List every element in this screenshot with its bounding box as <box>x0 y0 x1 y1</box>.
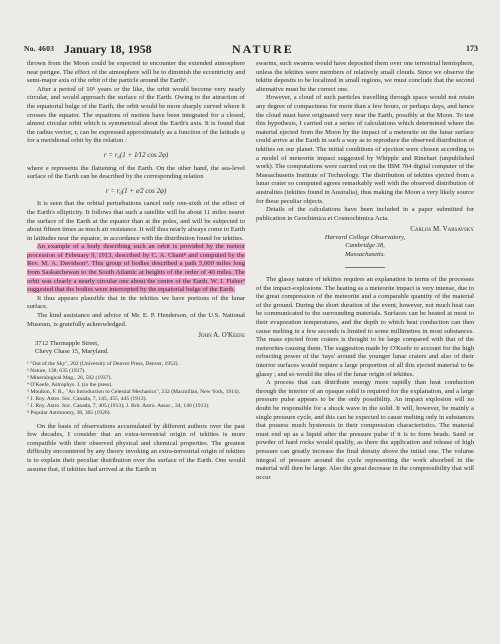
address-line: 3712 Thornapple Street, <box>35 339 99 347</box>
issue-date: January 18, 1958 <box>64 42 152 56</box>
right-paragraph-1: swarms, such swarms would have deposited them over one terrestrial hemisphere, unless the tektites were members of relatively small clouds. Since we observe the tektite deposits to be localized in small regions, we must conclude that the second alternative must be the correct one. <box>256 60 474 93</box>
left-paragraph-8: On the basis of observations accumulated by different authors over the past few decades, I consider that an extra-terrestrial origin of tektites is more compatible with their observed physical and chemical properties. The greatest difficulty encountered by any theory invoking an extra-terrestrial origin of tektites is to explain their peculiar distribution over the surface of the Earth. One would assume that, if tektites had arrived at the Earth in <box>27 422 245 473</box>
left-paragraph-7: The kind assistance and advice of Mr. E. P. Henderson, of the U.S. National Museum, is gratefully acknowledged. <box>27 312 245 328</box>
left-paragraph-1: thrown from the Moon could be expected to encounter the extended atmosphere near perigee. The effect of the atmosphere will be to diminish the eccentricity and semi-major axis of the orbit of the particle around the Earth⁶. <box>27 60 245 85</box>
right-paragraph-4: The glassy nature of tektites requires an explanation in terms of the processes of the impact-explosions. The heating as a meteorite impact is very intense, due to the great compression of the meteorite and a comparable quantity of the material of the ground. During the short duration of the event, however, not much heat can be communicated to the surrounding materials. Surfaces can be heated at most to their evaporation temperatures, and the depth to which heat conduction can then cause melting in a few seconds is limited to some millimetres in most substances. The mass ejected from craters is thought to be large compared with that of the meteorites causing them. The suggestion made by O'Keefe to account for the high refracting power of the 'rays' around the younger lunar craters and also of their interior surfaces would require a large proportion of all this ejected material to be glassy ; and so would the idea of the lunar origin of tektites. <box>256 276 474 378</box>
left-paragraph-2: After a period of 10⁵ years or the like, the orbit would become very nearly circular, and would approach the surface of the Earth. Owing to the attraction of the equatorial bulge of the Earth, the orbit would be more sharply curved where it crosses the equator. The equations of motion have been integrated for a closed, almost circular orbit which is symmetrical about the Earth's axis. It is found that the radius vector, r, can be expressed approximately as a function of the latitude φ for a meridional orbit by the relation : <box>27 85 245 145</box>
reference-item: ² Nature, 138, 635 (1937). <box>27 367 86 374</box>
left-paragraph-6: It thus appears plausible that in the tektites we have portions of the lunar surface. <box>27 294 245 311</box>
right-paragraph-3: Details of the calculations have been included in a paper submitted for publication in Geochimica et Cosmochimica Acta. <box>256 206 474 222</box>
reference-item: ⁴ O'Keefe, Astrophys. J. (in the press). <box>27 381 113 388</box>
issue-number: No. 4603 <box>24 44 55 53</box>
left-column <box>27 60 245 474</box>
right-paragraph-5: A process that can distribute energy more rapidly than heat conduction through the interior of an opaque solid is required for the explanation, and a large pressure pulse appears to be the only possibility. An impact explosion will no doubt be responsible for a shock wave in the solid. It will, however, be mainly a single pressure cycle, and this can be expected to cause melting only in substances that possess much hysteresis in their compression characteristics. The material must end up as a liquid after the pressure pulse if it is to form beads. Sand or powder of hard rocks would qualify, as there the application and release of high pressure can greatly increase the final density above the initial one. The volume integral of pressure around the cycle representing the work absorbed in the material will then be large. Also the great decrease in the compressibility that will occur <box>256 379 474 481</box>
reference-item: ³ Mineralogical Mag., 26, 502 (1937). <box>27 374 112 381</box>
page-number: 173 <box>466 44 478 53</box>
page-header <box>24 42 478 58</box>
author-signature: John A. O'Keefe <box>198 331 245 340</box>
formula-sea-level: r = r₀(1 + e⁄2 cos 2φ) <box>105 186 167 195</box>
formula-orbit: r = r₀(1 + 1⁄12 cos 2φ) <box>103 150 169 159</box>
reference-item: ⁶ J. Roy. Astro. Soc. Canada, 7, 145, 455, 445 (1913). <box>27 395 147 402</box>
author-affiliation <box>256 234 474 259</box>
left-paragraph-4: It is seen that the orbital perturbations cancel only one-sixth of the effect of the Earth's ellipticity. It follows that such a satellite will be about 11 miles nearer the surface of the Earth at the equator than at the poles, and will be subjected to about fifteen times as much air resistance. It will thus nearly always come to Earth in latitudes near the equator, in accordance with the distribution found for tektites. <box>27 200 245 242</box>
author-signature: Carlos M. Varsavsky <box>410 225 474 234</box>
affiliation-line: Cambridge 38, <box>345 242 385 250</box>
reference-item: ⁵ Moulton, F. R., "An Introduction to Celestial Mechanics", 232 (Macmillan, New York, 1914). <box>27 388 241 395</box>
left-paragraph-5-highlighted <box>27 243 245 295</box>
right-paragraph-2: However, a cloud of such particles travelling through space would not retain any degree of compactness for more than a few hours, or perhaps days, and hence the cloud must have originated very near the Earth, possibly at the Moon. To test this hypothesis, I carried out a series of calculations which determined where the material ejected from the Moon by the impact of a meteorite on the lunar surface could arrive at the Earth in such a way as to reproduce the observed distribution of tektites on our planet. The initial conditions of ejection were chosen according to a model of meteorite impact suggested by Whipple and Rinehart (unpublished work). The computations were carried out on the IBM 704 digital computer of the Massachusetts Institute of Technology. The distribution of tektites ejected from a lunar crater so computed agrees remarkably well with the observed distribution of australites (tektites found in Australia), thus making the Moon a very likely source for these peculiar objects. <box>256 94 474 205</box>
address-line: Chevy Chase 15, Maryland. <box>35 348 109 356</box>
highlighted-text: An example of a body describing such an orbit is provided by the meteor procession of February 9, 1913, described by C. A. Chant⁸ and computed by the Rev. M. A. Davidson⁹. This group of bodies described a path 5,000 miles long from Saskatchewan to the South Atlantic at heights of the order of 40 miles. The orbit was clearly a nearly circular one about the centre of the Earth. W. J. Fisher⁹ suggested that the bodies were intercepted by the equatorial bulge of the Earth. <box>27 243 245 294</box>
right-column <box>256 60 474 482</box>
reference-item: ⁷ J. Roy. Astro. Soc. Canada, 7, 405 (1913); J. Brit. Astro. Assoc., 24, 146 (1913). <box>27 402 210 409</box>
journal-title: NATURE <box>232 42 294 56</box>
affiliation-line: Harvard College Observatory, <box>324 233 406 241</box>
reference-item: ⁸ Popular Astronomy, 38, 305 (1926). <box>27 409 111 416</box>
reference-item: ¹ "Out of the Sky", 202 (University of Denver Press, Denver, 1952). <box>27 360 179 367</box>
author-address <box>35 340 245 357</box>
left-paragraph-3: where e represents the flattening of the Earth. On the other hand, the sea-level surface of the Earth can be described by the corresponding relation <box>27 164 245 181</box>
affiliation-line: Massachusetts. <box>344 250 386 258</box>
section-divider <box>345 267 385 268</box>
references-list <box>27 361 245 417</box>
